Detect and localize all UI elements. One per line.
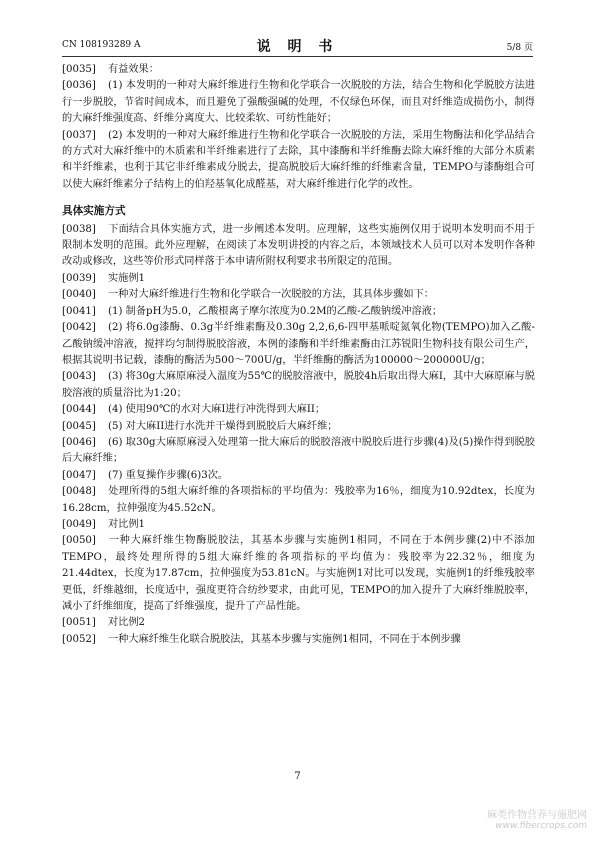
watermark (487, 810, 587, 832)
section-heading: 具体实施方式 (62, 205, 126, 218)
paragraph-text: 处理所得的5组大麻纤维的各项指标的平均值为：残胶率为16％，细度为10.92dtex，长度为16.28cm，拉伸强度为45.52cN。 (62, 486, 535, 514)
paragraph-tag: [0043] (62, 371, 96, 383)
paragraph-text: 有益效果： (108, 64, 159, 75)
paragraph (62, 402, 535, 418)
paragraph-tag: [0044] (62, 404, 96, 416)
watermark-line-1: 麻类作物营养与施肥网 (487, 810, 587, 821)
paragraph-tag: [0036] (62, 80, 96, 92)
document-title: 说 明 书 (256, 39, 339, 55)
paragraph-text: 实施例1 (108, 272, 146, 284)
paragraph (62, 615, 535, 631)
paragraph-text: 对比例1 (108, 518, 146, 530)
document-number: CN 108193289 A (62, 40, 141, 50)
paragraph (62, 320, 535, 369)
paragraph-tag: [0041] (62, 305, 96, 317)
paragraph (62, 304, 535, 320)
paragraph-tag: [0047] (62, 469, 96, 481)
paragraph-text: (1) 本发明的一种对大麻纤维进行生物和化学联合一次脱胶的方法，结合生物和化学脱胶方法进行一步脱胶，节省时间成本，而且避免了强酸强碱的处理，不仅绿色环保，而且对纤维造成损伤小，制得的大麻纤维强度高、纤维分离度大、比较柔软、可纺性能好； (62, 80, 535, 125)
paragraph-tag: [0039] (62, 272, 96, 284)
page-header (62, 38, 533, 54)
paragraph (62, 78, 535, 127)
paragraph (62, 533, 535, 615)
paragraph-tag: [0045] (62, 420, 96, 432)
paragraph (62, 484, 535, 517)
paragraph (62, 468, 535, 484)
paragraph-text: (2) 将6.0g漆酶、0.3g半纤维素酶及0.30g 2,2,6,6-四甲基哌啶氮氧化物(TEMPO)加入乙酸-乙酸钠缓冲溶液，搅拌均匀制得脱胶溶液，本例的漆酶和半纤维素酶由江苏锐阳生物科技有限公司生产，根据其说明书记载，漆酶的酶活为500～700U/g，半纤维酶的酶活为100000～200000U/g； (62, 322, 535, 366)
paragraph-tag: [0042] (62, 322, 96, 334)
paragraph-text: 一种对大麻纤维进行生物和化学联合一次脱胶的方法，其具体步骤如下： (108, 289, 434, 301)
paragraph-text: 一种大麻纤维生物酶脱胶法，其基本步骤与实施例1相同，不同在于本例步骤(2)中不添加TEMPO，最终处理所得的5组大麻纤维的各项指标的平均值为：残胶率为22.32％，细度为21.44dtex，长度为17.87cm，拉伸强度为53.81cN。与实施例1对比可以发现，实施例1的纤维残胶率更低，纤维越细，长度适中，强度更符合纺纱要求，由此可见，TEMPO的加入提升了大麻纤维脱胶率，减小了纤维细度，提高了纤维强度，提升了产品性能。 (62, 535, 535, 612)
page-ratio: 5/8 页 (506, 43, 533, 53)
paragraph-tag: [0040] (62, 289, 96, 301)
paragraph-text: (4) 使用90℃的水对大麻I进行冲洗得到大麻II； (108, 404, 326, 416)
paragraph (62, 128, 535, 194)
paragraph-tag: [0052] (62, 633, 96, 645)
paragraph-tag: [0037] (62, 129, 96, 141)
header-rule (62, 56, 533, 57)
paragraph-text: 对比例2 (108, 617, 146, 629)
paragraph (62, 632, 535, 648)
page-number: 7 (294, 771, 301, 782)
paragraph (62, 419, 535, 435)
paragraph-tag: [0051] (62, 617, 96, 629)
paragraph-tag: [0046] (62, 436, 96, 448)
paragraph-text: 一种大麻纤维生化联合脱胶法，其基本步骤与实施例1相同，不同在于本例步骤 (108, 633, 461, 645)
paragraph-tag: [0049] (62, 518, 96, 530)
paragraph (62, 62, 535, 78)
paragraph (62, 369, 535, 402)
watermark-line-2: www.fibercrops.com (495, 821, 587, 831)
paragraph-tag: [0035] (62, 64, 96, 75)
paragraph-tag: [0038] (62, 223, 96, 235)
paragraph-text: (3) 将30g大麻原麻浸入温度为55℃的脱胶溶液中，脱胶4h后取出得大麻I，其中大麻原麻与脱胶溶液的质量浴比为1:20； (62, 371, 535, 399)
document-body (62, 62, 535, 648)
paragraph (62, 271, 535, 287)
paragraph-tag: [0050] (62, 535, 96, 547)
paragraph-text: (7) 重复操作步骤(6)3次。 (108, 469, 229, 481)
paragraph (62, 435, 535, 468)
paragraph (62, 287, 535, 303)
paragraph-text: (2) 本发明的一种对大麻纤维进行生物和化学联合一次脱胶的方法，采用生物酶法和化学品结合的方式对大麻纤维中的木质素和半纤维素进行了去除，其中漆酶和半纤维酶去除大麻纤维的大部分木质素和半纤维素，也利于其它非纤维素成分脱去，提高脱胶后大麻纤维的纤维素含量，TEMPO与漆酶组合可以使大麻纤维素分子结构上的伯羟基氧化成醛基，对大麻纤维进行化学的改性。 (62, 129, 535, 190)
paragraph (62, 517, 535, 533)
paragraph-text: (6) 取30g大麻原麻浸入处理第一批大麻后的脱胶溶液中脱胶后进行步骤(4)及(5)操作得到脱胶后大麻纤维； (62, 436, 535, 465)
paragraph-text: (1) 制备pH为5.0，乙酸根离子摩尔浓度为0.2M的乙酸-乙酸钠缓冲溶液； (108, 305, 443, 317)
paragraph-tag: [0048] (62, 486, 96, 498)
paragraph-text: (5) 对大麻II进行水洗并干燥得到脱胶后大麻纤维； (108, 420, 338, 432)
paragraph-text: 下面结合具体实施方式，进一步阐述本发明。应理解，这些实施例仅用于说明本发明而不用于限制本发明的范围。此外应理解，在阅读了本发明讲授的内容之后，本领域技术人员可以对本发明作各种改动或修改，这些等价形式同样落于本申请所附权利要求书所限定的范围。 (62, 223, 535, 268)
paragraph (62, 222, 535, 271)
